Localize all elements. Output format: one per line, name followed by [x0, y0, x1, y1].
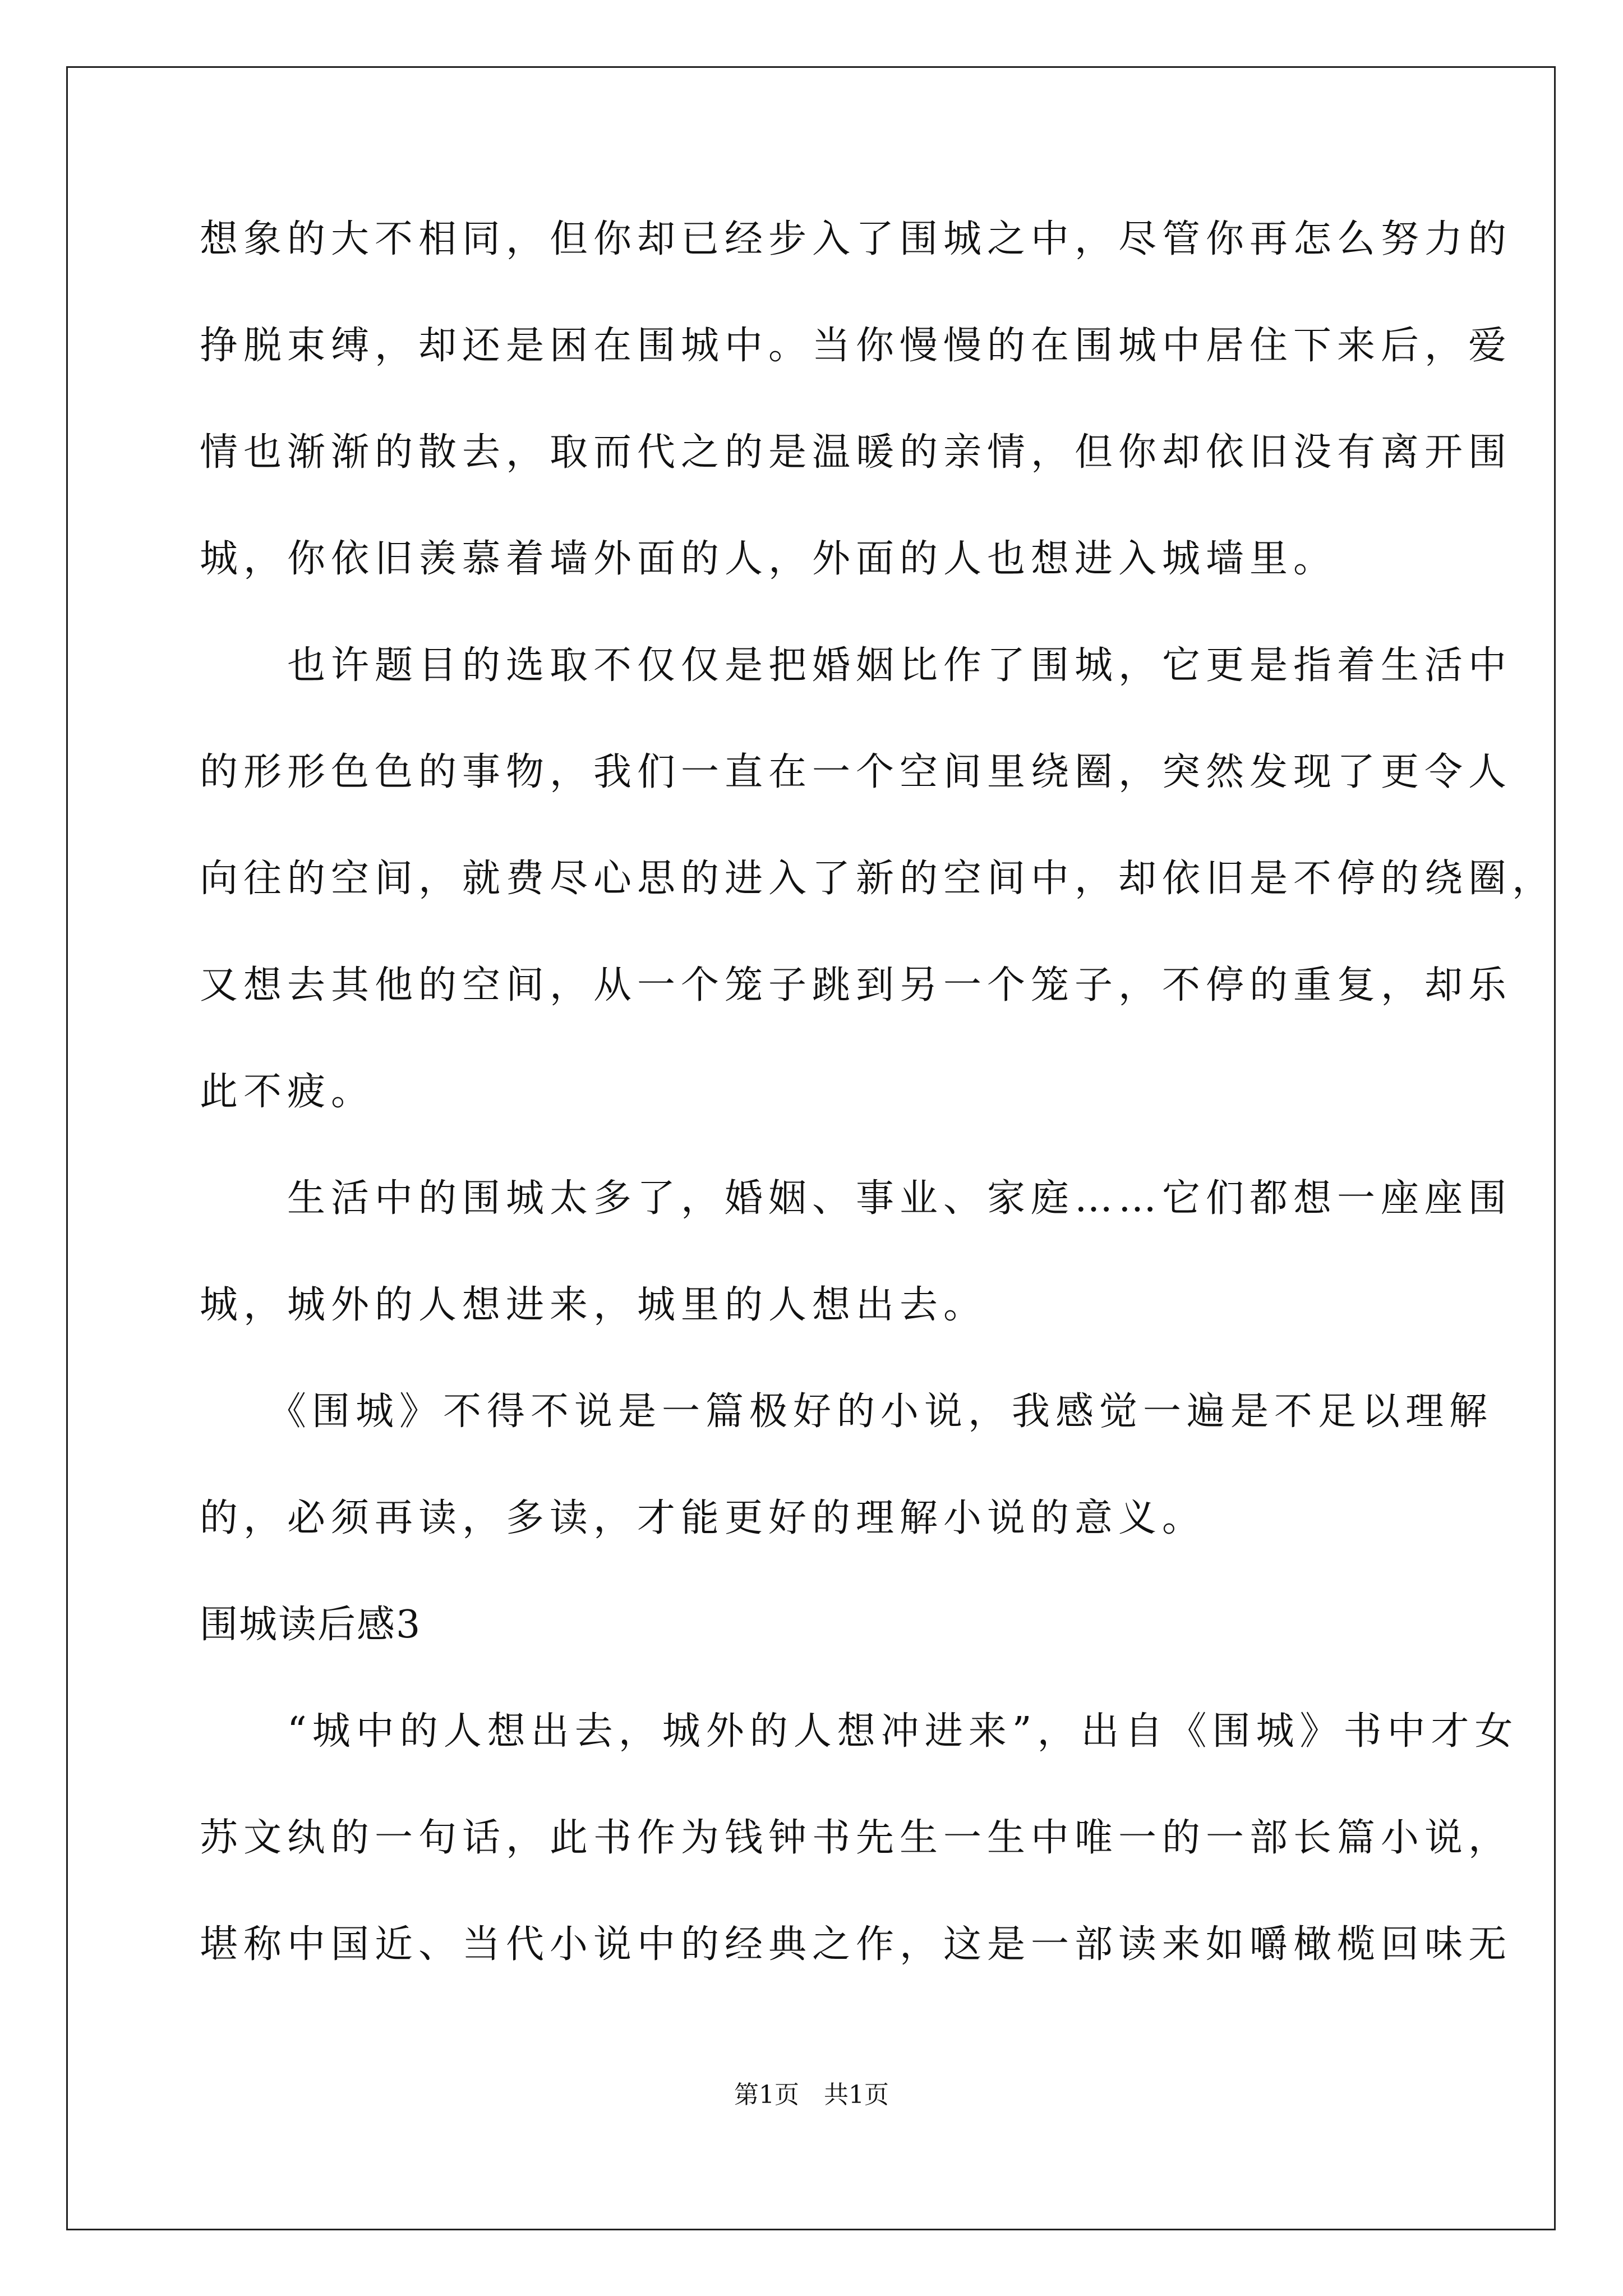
text-line: 此不疲。 — [200, 1070, 375, 1114]
text-line: 的，必须再读，多读，才能更好的理解小说的意义。 — [200, 1496, 1206, 1540]
section-heading: 围城读后感3 — [200, 1603, 422, 1647]
text-line: 情也渐渐的散去，取而代之的是温暖的亲情，但你却依旧没有离开围 — [200, 430, 1513, 475]
text-line: 生活中的围城太多了，婚姻、事业、家庭……它们都想一座座围 — [200, 1176, 1513, 1221]
text-line: 的形形色色的事物，我们一直在一个空间里绕圈，突然发现了更令人 — [200, 750, 1513, 794]
text-line: 向往的空间，就费尽心思的进入了新的空间中，却依旧是不停的绕圈， — [200, 857, 1556, 901]
text-line: 挣脱束缚，却还是困在围城中。当你慢慢的在围城中居住下来后，爱 — [200, 324, 1513, 368]
text-line: 苏文纨的一句话，此书作为钱钟书先生一生中唯一的一部长篇小说， — [200, 1816, 1513, 1860]
text-line: “城中的人想出去，城外的人想冲进来”，出自《围城》书中才女 — [200, 1709, 1519, 1754]
text-line: 又想去其他的空间，从一个笼子跳到另一个笼子，不停的重复，却乐 — [200, 963, 1513, 1007]
text-line: 堪称中国近、当代小说中的经典之作，这是一部读来如嚼橄榄回味无 — [200, 1922, 1513, 1967]
page-number-footer: 第1页 共1页 — [734, 2081, 889, 2109]
text-line: 城，你依旧羡慕着墙外面的人，外面的人也想进入城墙里。 — [200, 537, 1338, 581]
page-border — [66, 66, 1556, 2230]
text-line: 《围城》不得不说是一篇极好的小说，我感觉一遍是不足以理解 — [200, 1389, 1493, 1434]
text-line: 城，城外的人想进来，城里的人想出去。 — [200, 1283, 988, 1327]
text-line: 想象的大不相同，但你却已经步入了围城之中，尽管你再怎么努力的 — [200, 217, 1513, 261]
text-line: 也许题目的选取不仅仅是把婚姻比作了围城，它更是指着生活中 — [200, 643, 1513, 688]
